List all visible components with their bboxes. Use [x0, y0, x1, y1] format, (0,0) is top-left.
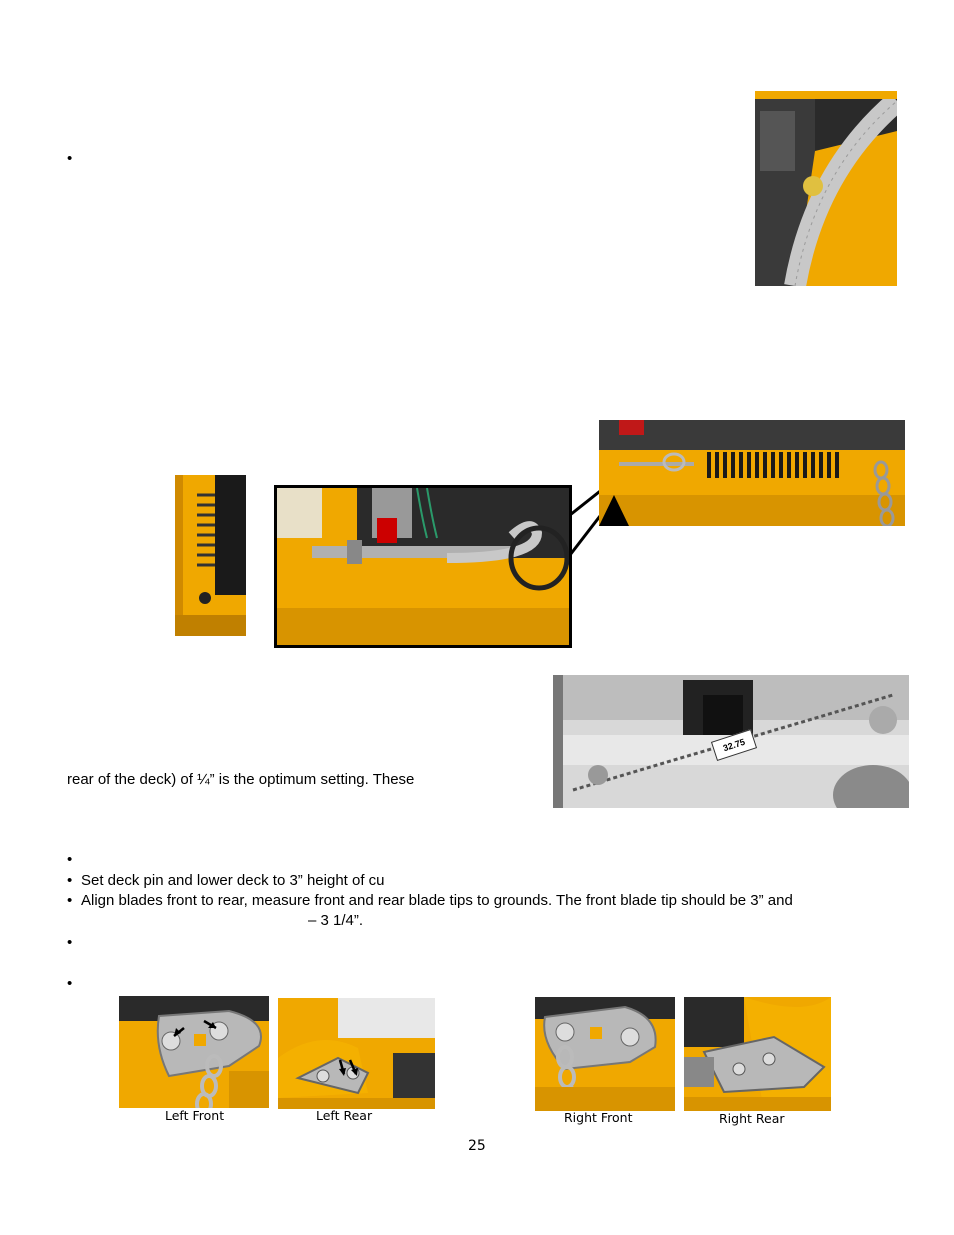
- bullet-marker-1: •: [67, 851, 73, 868]
- bullet-marker-6: •: [67, 975, 73, 992]
- right-front-photo: [535, 997, 675, 1111]
- caption-right-front: Right Front: [564, 1110, 633, 1125]
- left-front-photo: [119, 996, 269, 1108]
- spring-zoom-photo: [274, 485, 572, 648]
- top-bullet: •: [67, 150, 73, 167]
- caption-left-front: Left Front: [165, 1108, 225, 1123]
- bullet-marker-5: •: [67, 934, 73, 951]
- spring-wide-photo: [599, 420, 905, 526]
- bullet-text-2: Set deck pin and lower deck to 3” height of cu: [81, 872, 385, 889]
- bullet-marker-2: •: [67, 872, 73, 889]
- bullet-continuation: – 3 1/4”.: [308, 912, 364, 929]
- rear-deck-text: rear of the deck) of ¼” is the optimum setting. These: [67, 771, 415, 788]
- caption-left-rear: Left Rear: [316, 1108, 373, 1123]
- gauge-photo: [755, 91, 897, 286]
- spring-narrow-photo: [175, 475, 246, 636]
- deck-diagram-photo: [553, 675, 909, 808]
- measurement-label: 32.75: [711, 729, 757, 761]
- page-number: 25: [468, 1138, 486, 1154]
- bullet-marker-3: •: [67, 892, 73, 909]
- bullet-text-3: Align blades front to rear, measure front and rear blade tips to grounds. The front blade tip should be 3” and: [81, 892, 793, 909]
- right-rear-photo: [684, 997, 831, 1111]
- left-rear-photo: [278, 998, 435, 1109]
- caption-right-rear: Right Rear: [719, 1111, 785, 1126]
